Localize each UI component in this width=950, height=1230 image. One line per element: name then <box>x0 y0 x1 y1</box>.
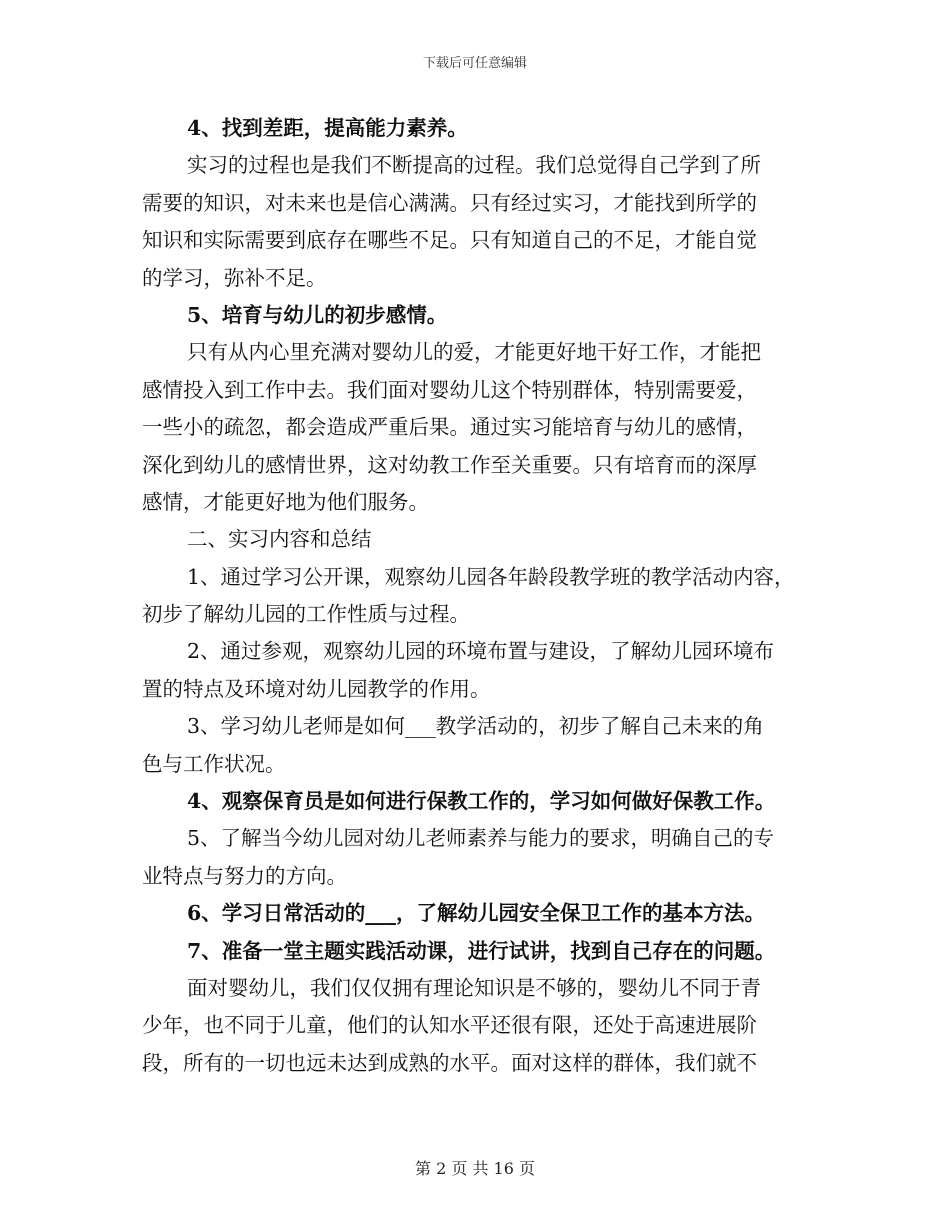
text-line: 1、通过学习公开课，观察幼儿园各年龄段教学班的教学活动内容， <box>187 564 795 589</box>
document-body <box>142 110 822 1082</box>
text-line: 面对婴幼儿，我们仅仅拥有理论知识是不够的，婴幼儿不同于青 <box>187 975 761 1000</box>
text-line: 感情，才能更好地为他们服务。 <box>142 489 429 514</box>
section-heading: 4、观察保育员是如何进行保教工作的，学习如何做好保教工作。 <box>187 789 776 814</box>
text-line: 业特点与努力的方向。 <box>142 863 347 888</box>
text-line: 的学习，弥补不足。 <box>142 265 327 290</box>
text-line: 深化到幼儿的感情世界，这对幼教工作至关重要。只有培育而的深厚 <box>142 452 757 477</box>
text-line: 知识和实际需要到底存在哪些不足。只有知道自己的不足，才能自觉 <box>142 228 757 253</box>
page-header: 下载后可任意编辑 <box>422 56 527 71</box>
section-heading: 6、学习日常活动的___，了解幼儿园安全保卫工作的基本方法。 <box>187 901 766 926</box>
text-line: 需要的知识，对未来也是信心满满。只有经过实习，才能找到所学的 <box>142 190 757 215</box>
page-footer: 第 2 页 共 16 页 <box>415 1159 535 1178</box>
text-line: 初步了解幼儿园的工作性质与过程。 <box>142 602 470 627</box>
section-heading: 7、准备一堂主题实践活动课，进行试讲，找到自己存在的问题。 <box>187 938 776 963</box>
text-line: 感情投入到工作中去。我们面对婴幼儿这个特别群体，特别需要爱， <box>142 377 757 402</box>
text-line: 色与工作状况。 <box>142 751 286 776</box>
text-line: 二、实习内容和总结 <box>187 527 372 552</box>
text-line: 段，所有的一切也远未达到成熟的水平。面对这样的群体，我们就不 <box>142 1050 757 1075</box>
section-heading: 4、找到差距，提高能力素养。 <box>187 116 468 140</box>
text-line: 5、了解当今幼儿园对幼儿老师素养与能力的要求，明确自己的专 <box>187 826 775 851</box>
text-line: 2、通过参观，观察幼儿园的环境布置与建设，了解幼儿园环境布 <box>187 639 775 664</box>
text-line: 3、学习幼儿老师是如何___教学活动的，初步了解自己未来的角 <box>187 714 764 739</box>
text-line: 少年，也不同于儿童，他们的认知水平还很有限，还处于高速进展阶 <box>142 1013 757 1038</box>
text-line: 置的特点及环境对幼儿园教学的作用。 <box>142 676 491 701</box>
text-line: 一些小的疏忽，都会造成严重后果。通过实习能培育与幼儿的感情， <box>142 415 757 440</box>
text-line: 只有从内心里充满对婴幼儿的爱，才能更好地干好工作，才能把 <box>187 340 761 365</box>
section-heading: 5、培育与幼儿的初步感情。 <box>187 302 448 327</box>
text-line: 实习的过程也是我们不断提高的过程。我们总觉得自己学到了所 <box>187 153 761 178</box>
